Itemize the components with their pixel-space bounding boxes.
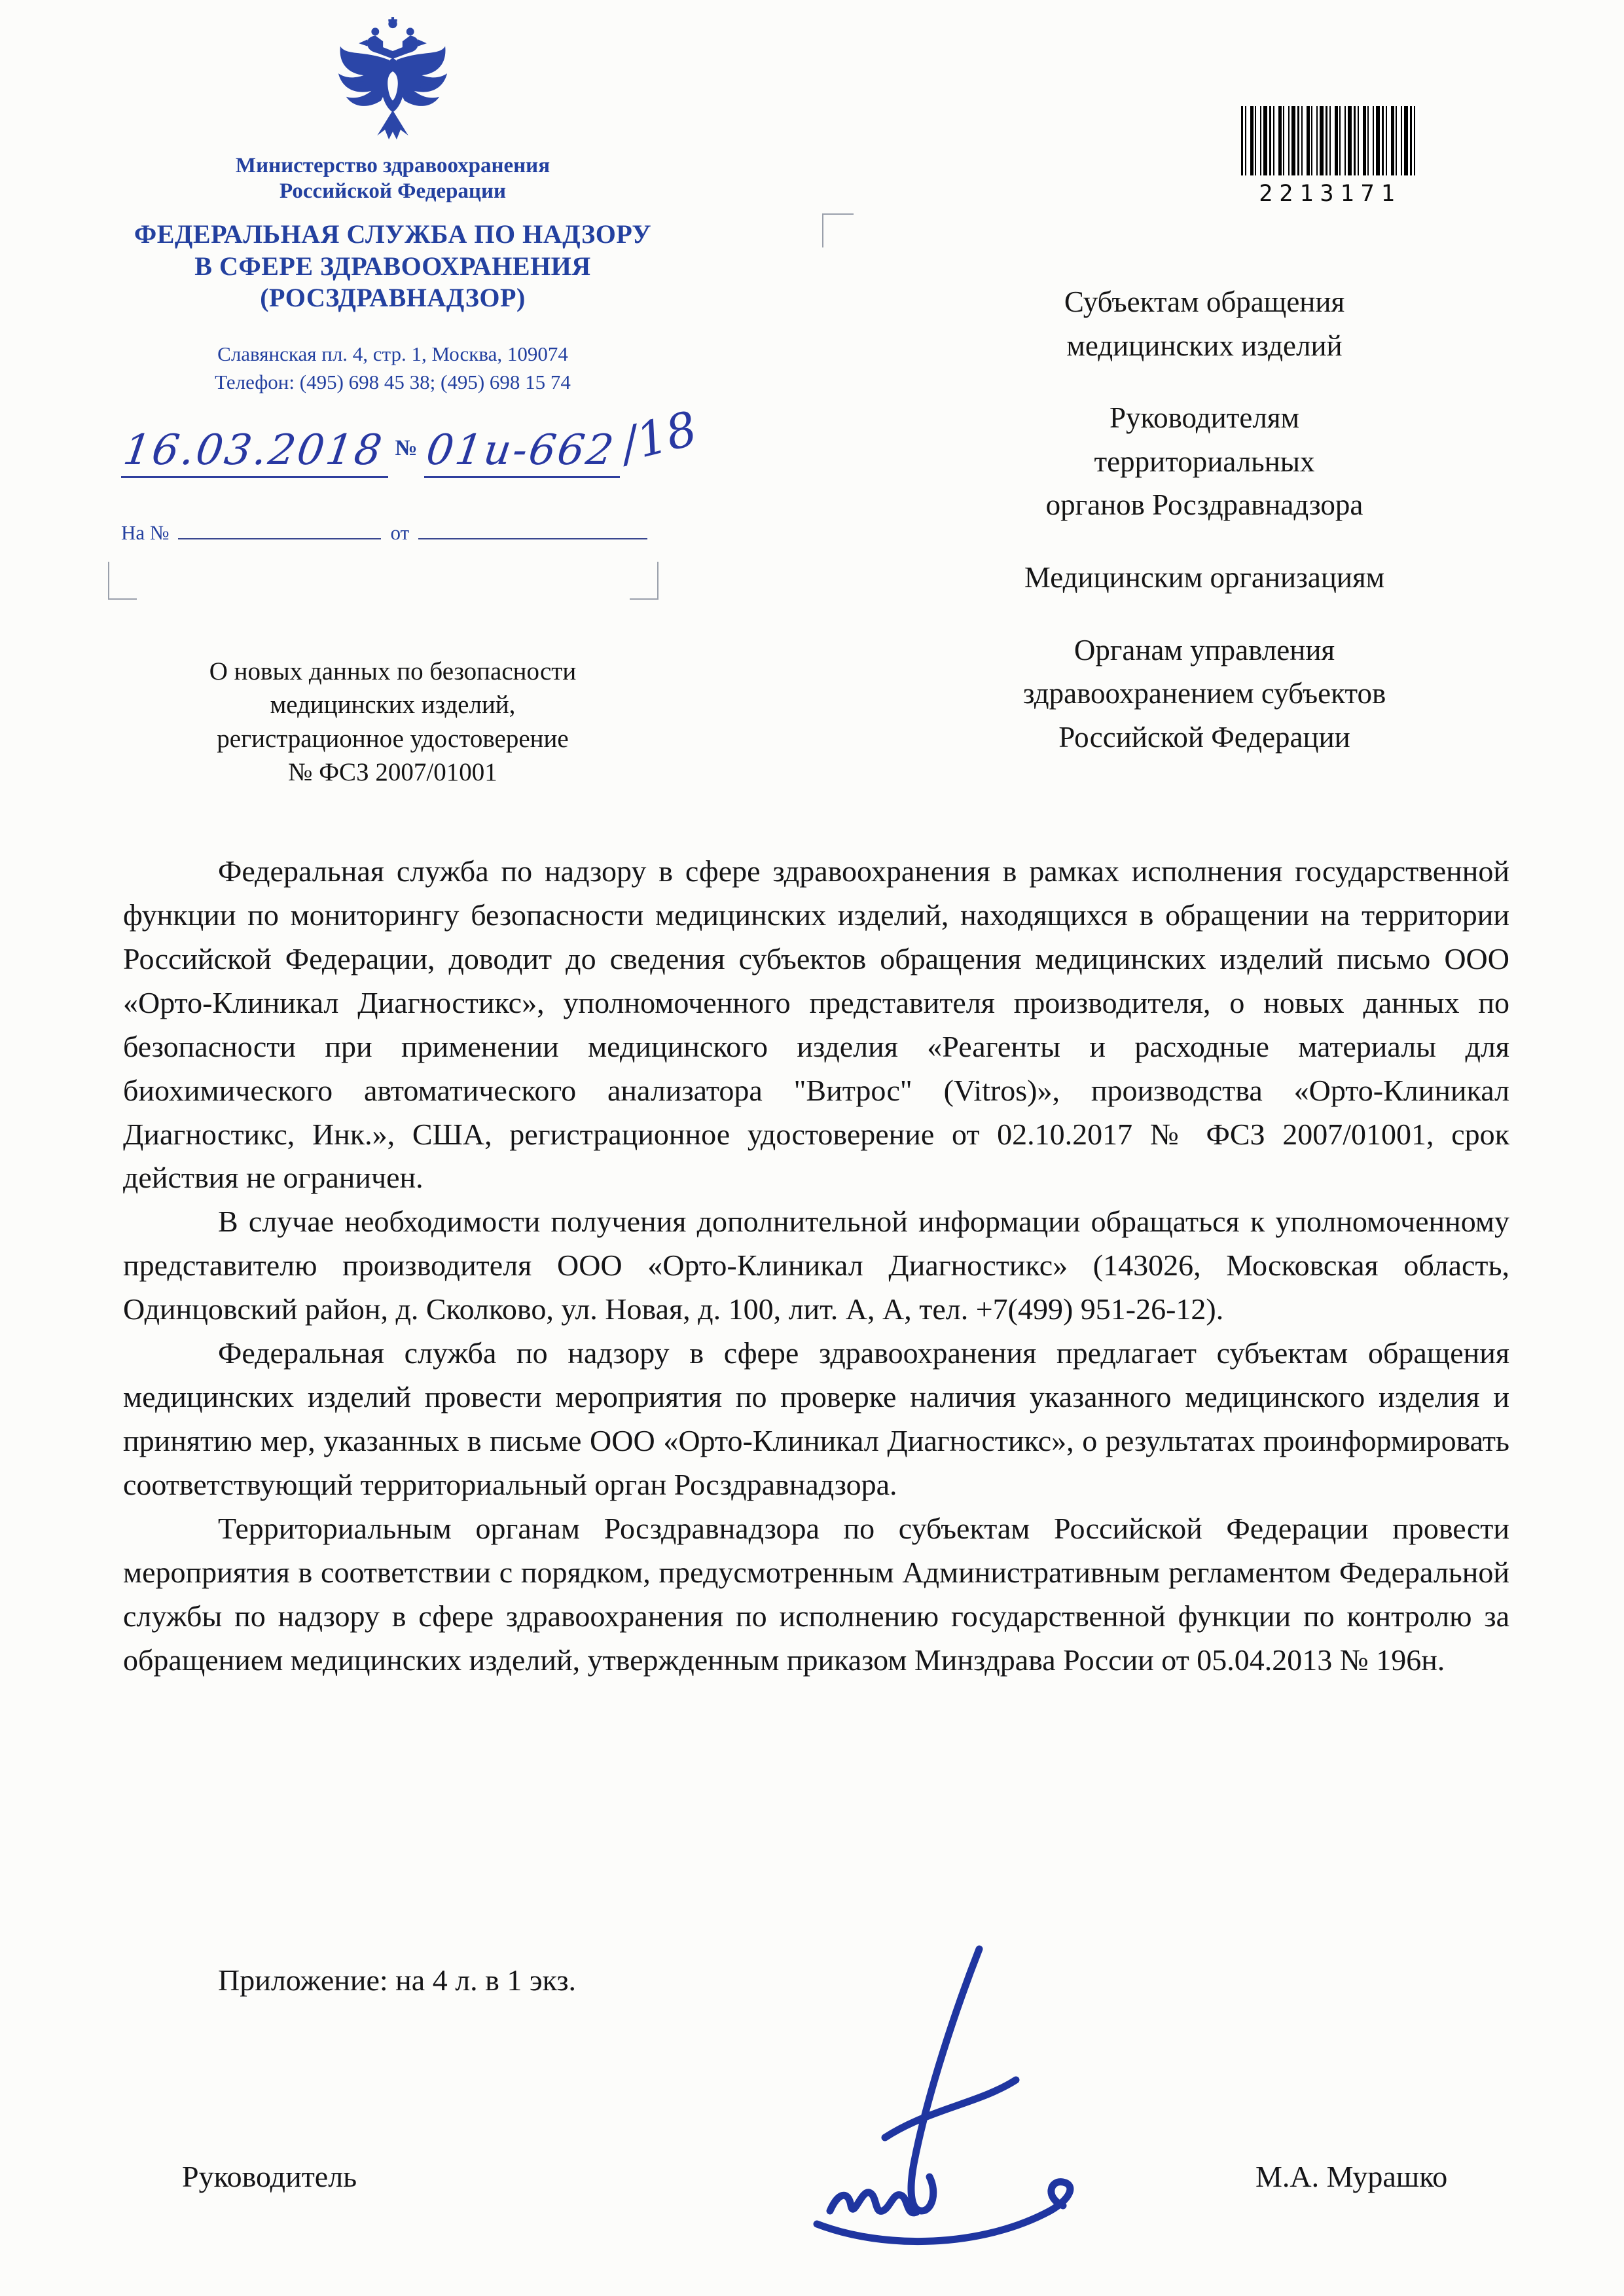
phone-line: Телефон: (495) 698 45 38; (495) 698 15 74 — [215, 371, 571, 394]
reference-number-blank — [178, 516, 381, 539]
barcode-number: 2213171 — [1259, 181, 1401, 207]
recipient-line: органов Росздравнадзора — [1045, 488, 1363, 522]
body-paragraph: В случае необходимости получения дополнительной информации обращаться к уполномоченному представителю производителя ООО «Орто-Клиникал Диагностикс» (143026, Московская область, Одинцовский район, д. Сколково, ул. Новая, д. 100, лит. А, А, тел. +7(499) 951-26-12). — [123, 1205, 1509, 1326]
body-paragraph: Федеральная служба по надзору в сфере здравоохранения в рамках исполнения государственной функции по мониторингу безопасности медицинских изделий, находящихся в обращении на территории Российской Федерации, доводит до сведения субъектов обращения медицинских изделий письмо ООО «Орто-Клиникал Диагностикс», уполномоченного представителя производителя, о новых данных по безопасности при применении медицинского изделия «Реагенты и расходные материалы для биохимического автоматического анализатора "Витрос" (Vitros)», производства «Орто-Клиникал Диагностикс, Инк.», США, регистрационное удостоверение от 02.10.2017 № ФСЗ 2007/01001, срок действия не ограничен. — [123, 854, 1509, 1195]
recipient-group — [890, 556, 1519, 600]
recipient-line: Медицинским организациям — [1024, 560, 1385, 594]
signer-title: Руководитель — [182, 2160, 357, 2193]
ministry-line: Российской Федерации — [280, 179, 506, 203]
signature-icon — [759, 1941, 1100, 2282]
recipient-group — [890, 280, 1519, 367]
contact-block — [92, 340, 694, 397]
handwritten-date-field — [121, 426, 388, 478]
recipients-block — [890, 280, 1519, 788]
subject-line: регистрационное удостоверение — [217, 724, 569, 753]
ot-label: от — [390, 521, 410, 544]
recipient-group — [890, 396, 1519, 527]
ministry-name — [92, 153, 694, 204]
letter-body — [123, 850, 1509, 1683]
handwritten-number: 01и-662 — [423, 426, 619, 475]
service-line: ФЕДЕРАЛЬНАЯ СЛУЖБА ПО НАДЗОРУ — [134, 219, 652, 249]
header-corner-mark-right — [630, 562, 659, 600]
letterhead — [92, 13, 694, 397]
ministry-line: Министерство здравоохранения — [235, 154, 550, 177]
recipient-line: медицинских изделий — [1066, 329, 1343, 362]
header-corner-mark-left — [108, 562, 137, 600]
reference-line — [121, 516, 657, 545]
outgoing-date-number-row — [120, 400, 776, 478]
attachment-note: Приложение: на 4 л. в 1 экз. — [218, 1963, 577, 1997]
signer-name: М.А. Мурашко — [1255, 2160, 1448, 2193]
service-line: В СФЕРЕ ЗДРАВООХРАНЕНИЯ — [194, 251, 591, 281]
coat-of-arms-icon — [92, 17, 694, 147]
body-paragraph: Федеральная служба по надзору в сфере здравоохранения предлагает субъектам обращения медицинских изделий провести мероприятия по проверке наличия указанного медицинского изделия и принятию мер, указанных в письме ООО «Орто-Клиникал Диагностикс», о результатах проинформировать соответствующий территориальный орган Росздравнадзора. — [123, 1336, 1509, 1501]
subject-line: медицинских изделий, — [270, 691, 516, 720]
reference-date-blank — [418, 516, 647, 539]
number-sign-label: № — [395, 436, 418, 460]
body-paragraph: Территориальным органам Росздравнадзора по субъектам Российской Федерации провести мероприятия в соответствии с порядком, предусмотренным Административным регламентом Федеральной службы по надзору в сфере здравоохранения по исполнению государственной функции по контролю за обращением медицинских изделий, утвержденным приказом Минздрава России от 05.04.2013 № 196н. — [123, 1511, 1509, 1677]
recipient-line: здравоохранением субъектов — [1022, 677, 1386, 710]
recipient-line: территориальных — [1094, 445, 1315, 478]
handwritten-date: 16.03.2018 — [120, 426, 387, 475]
letter-subject — [98, 655, 687, 790]
address-zone-corner-mark — [822, 213, 854, 247]
na-number-label: На № — [121, 521, 170, 544]
recipient-line: Российской Федерации — [1058, 720, 1350, 754]
handwritten-number-field — [424, 426, 620, 478]
service-line: (РОСЗДРАВНАДЗОР) — [260, 283, 526, 313]
recipient-line: Руководителям — [1110, 401, 1299, 435]
subject-line: О новых данных по безопасности — [209, 657, 577, 685]
recipient-line: Субъектам обращения — [1064, 285, 1345, 318]
recipient-line: Органам управления — [1074, 633, 1335, 666]
handwritten-number-suffix: /18 — [615, 400, 703, 473]
address-line: Славянская пл. 4, стр. 1, Москва, 109074 — [217, 342, 568, 366]
recipient-group — [890, 629, 1519, 759]
subject-line: № ФСЗ 2007/01001 — [288, 758, 497, 787]
barcode-icon — [1241, 106, 1419, 175]
service-name — [92, 219, 694, 314]
